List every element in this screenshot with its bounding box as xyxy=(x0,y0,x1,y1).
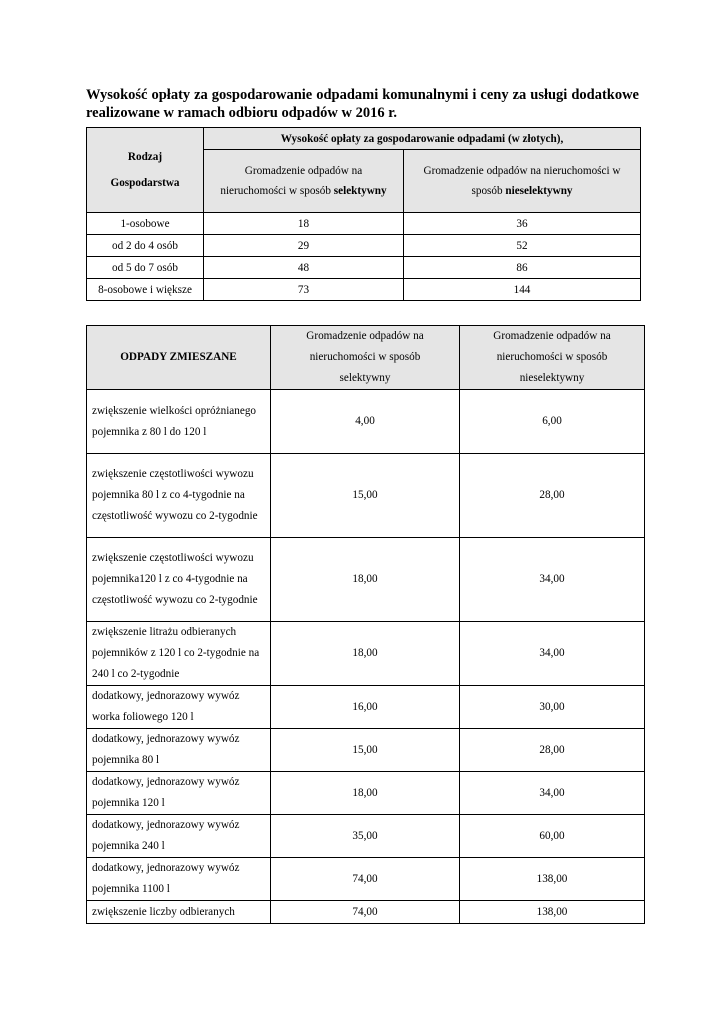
service-description: dodatkowy, jednorazowy wywóz pojemnika 240 l xyxy=(87,815,271,858)
household-type-header xyxy=(87,128,204,213)
service-description: dodatkowy, jednorazowy wywóz worka foliowego 120 l xyxy=(87,686,271,729)
table-row xyxy=(87,772,645,815)
household-type: 1-osobowe xyxy=(87,213,204,235)
service-description: dodatkowy, jednorazowy wywóz pojemnika 80 l xyxy=(87,729,271,772)
table-row xyxy=(87,454,645,538)
nonselective-price: 138,00 xyxy=(460,901,645,924)
selective-header-bold: selektywny xyxy=(333,185,387,197)
nonselective-fee: 52 xyxy=(404,235,641,257)
selective-fee: 73 xyxy=(204,279,404,301)
selective-header-prefix: Gromadzenie odpadów na nieruchomości w sposób xyxy=(220,165,363,197)
selective-price: 15,00 xyxy=(271,454,460,538)
table-row xyxy=(87,901,645,924)
nonselective-header xyxy=(404,150,641,213)
table-row xyxy=(87,815,645,858)
nonselective-header-prefix: Gromadzenie odpadów na nieruchomości w sposób xyxy=(423,165,621,197)
household-type-header-line1: Rodzaj xyxy=(127,151,163,163)
services-nonselective-header: Gromadzenie odpadów na nieruchomości w sposób nieselektywny xyxy=(460,326,645,390)
table-row xyxy=(87,390,645,454)
nonselective-price: 34,00 xyxy=(460,772,645,815)
selective-price: 15,00 xyxy=(271,729,460,772)
nonselective-price: 138,00 xyxy=(460,858,645,901)
selective-header xyxy=(204,150,404,213)
household-type-header-line2: Gospodarstwa xyxy=(110,177,180,189)
nonselective-price: 28,00 xyxy=(460,454,645,538)
table-row xyxy=(87,279,641,301)
household-type: od 5 do 7 osób xyxy=(87,257,204,279)
nonselective-price: 6,00 xyxy=(460,390,645,454)
services-selective-header: Gromadzenie odpadów na nieruchomości w sposób selektywny xyxy=(271,326,460,390)
selective-price: 18,00 xyxy=(271,772,460,815)
document-title: Wysokość opłaty za gospodarowanie odpadami komunalnymi i ceny za usługi dodatkowe realizowane w ramach odbioru odpadów w 2016 r. xyxy=(86,87,639,121)
selective-price: 16,00 xyxy=(271,686,460,729)
table-row xyxy=(87,257,641,279)
table-row xyxy=(87,686,645,729)
nonselective-price: 28,00 xyxy=(460,729,645,772)
table-row xyxy=(87,213,641,235)
services-table xyxy=(86,325,645,924)
service-description: zwiększenie częstotliwości wywozu pojemnika 80 l z co 4-tygodnie na częstotliwość wywozu co 2-tygodnie xyxy=(87,454,271,538)
nonselective-fee: 86 xyxy=(404,257,641,279)
selective-price: 35,00 xyxy=(271,815,460,858)
fee-group-header: Wysokość opłaty za gospodarowanie odpadami (w złotych), xyxy=(204,128,641,150)
selective-price: 74,00 xyxy=(271,858,460,901)
nonselective-price: 30,00 xyxy=(460,686,645,729)
service-description: zwiększenie litrażu odbieranych pojemników z 120 l co 2-tygodnie na 240 l co 2-tygodnie xyxy=(87,622,271,686)
selective-price: 74,00 xyxy=(271,901,460,924)
fee-table xyxy=(86,127,641,301)
nonselective-fee: 36 xyxy=(404,213,641,235)
service-description: dodatkowy, jednorazowy wywóz pojemnika 1100 l xyxy=(87,858,271,901)
nonselective-price: 34,00 xyxy=(460,622,645,686)
selective-fee: 29 xyxy=(204,235,404,257)
table-row xyxy=(87,729,645,772)
nonselective-price: 60,00 xyxy=(460,815,645,858)
service-description: dodatkowy, jednorazowy wywóz pojemnika 120 l xyxy=(87,772,271,815)
selective-price: 4,00 xyxy=(271,390,460,454)
mixed-waste-header: ODPADY ZMIESZANE xyxy=(87,326,271,390)
selective-price: 18,00 xyxy=(271,538,460,622)
selective-price: 18,00 xyxy=(271,622,460,686)
household-type: 8-osobowe i większe xyxy=(87,279,204,301)
table-row xyxy=(87,235,641,257)
table-row xyxy=(87,622,645,686)
nonselective-header-bold: nieselektywny xyxy=(505,185,573,197)
selective-fee: 48 xyxy=(204,257,404,279)
table-row xyxy=(87,538,645,622)
table-row xyxy=(87,858,645,901)
nonselective-fee: 144 xyxy=(404,279,641,301)
selective-fee: 18 xyxy=(204,213,404,235)
service-description: zwiększenie liczby odbieranych xyxy=(87,901,271,924)
service-description: zwiększenie wielkości opróżnianego pojemnika z 80 l do 120 l xyxy=(87,390,271,454)
household-type: od 2 do 4 osób xyxy=(87,235,204,257)
service-description: zwiększenie częstotliwości wywozu pojemnika120 l z co 4-tygodnie na częstotliwość wywozu co 2-tygodnie xyxy=(87,538,271,622)
nonselective-price: 34,00 xyxy=(460,538,645,622)
